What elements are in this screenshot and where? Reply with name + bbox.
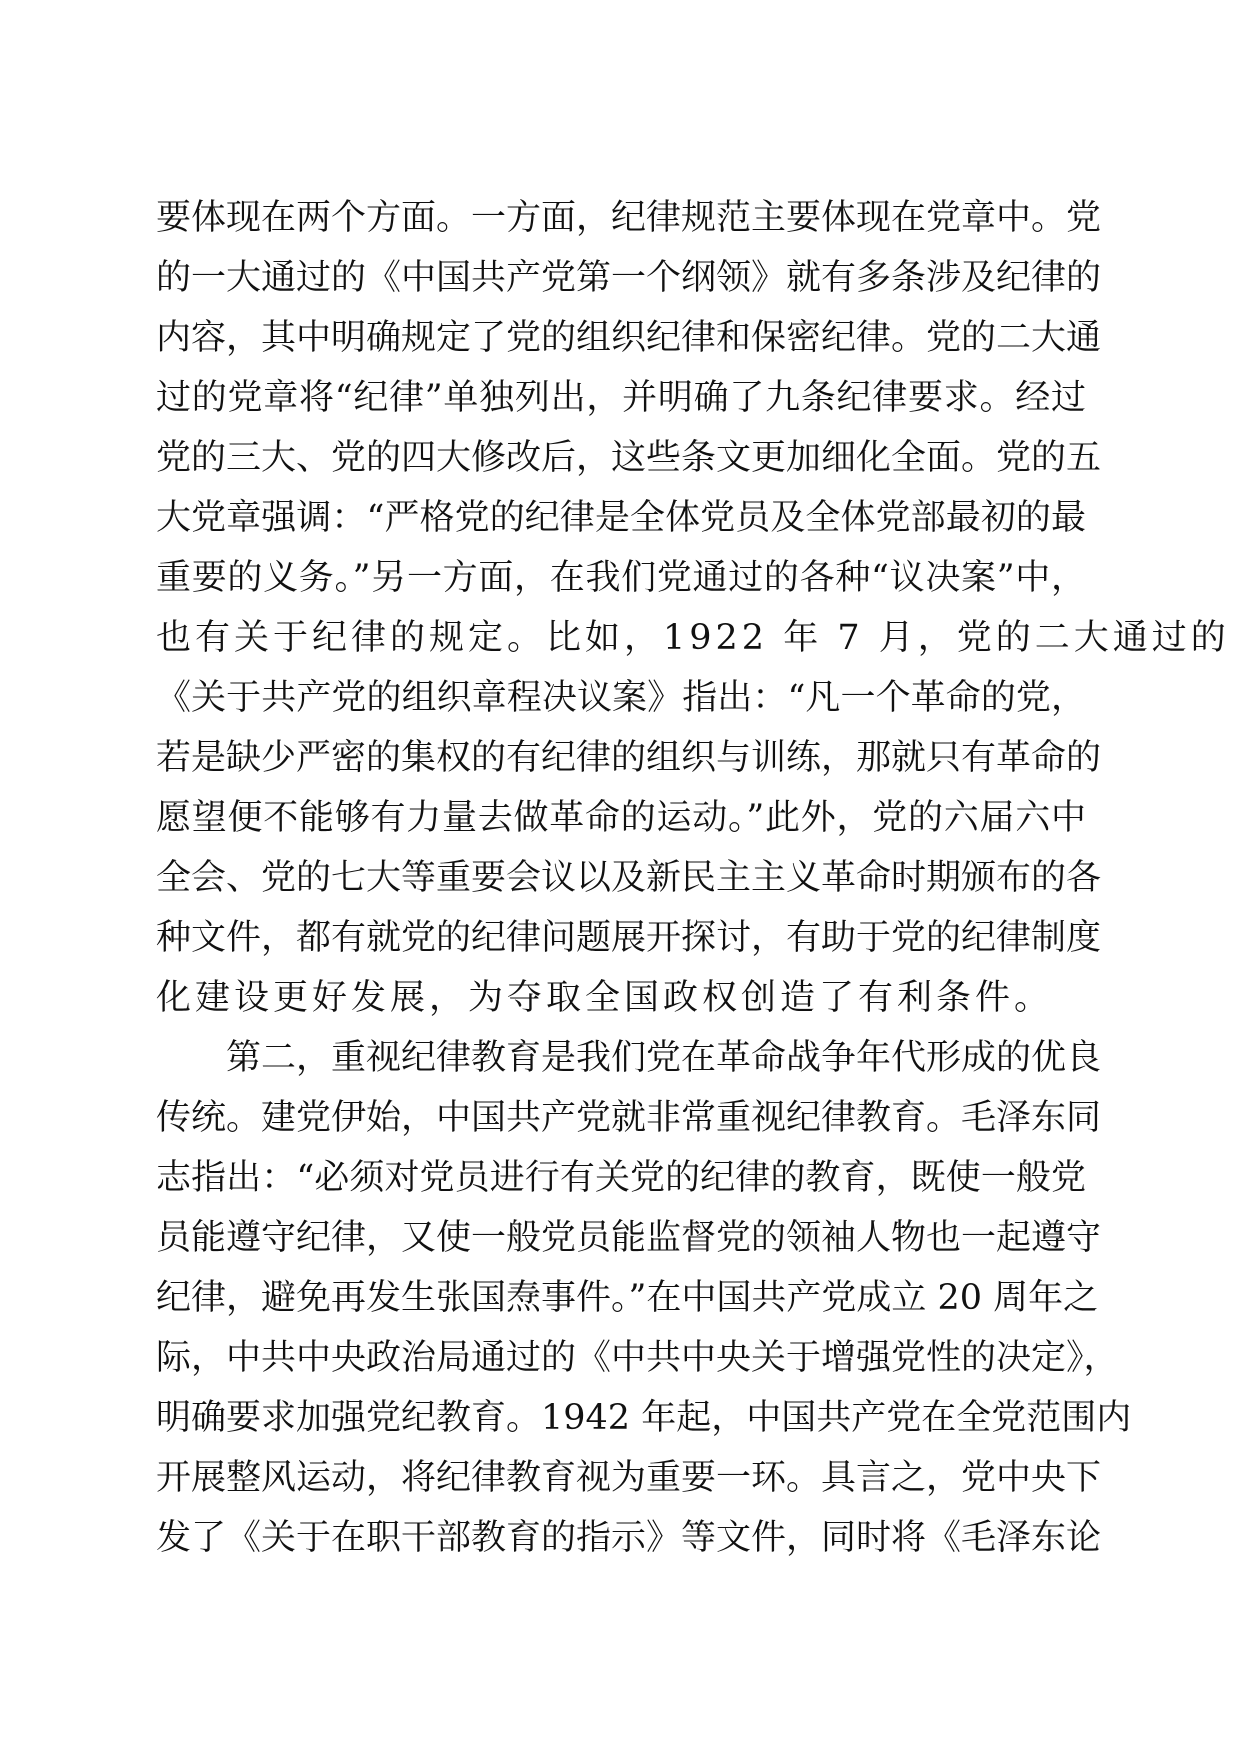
text-line: 党的三大、党的四大修改后，这些条文更加细化全面。党的五 — [156, 438, 1102, 478]
text-line: 的一大通过的《中国共产党第一个纲领》就有多条涉及纪律的 — [156, 258, 1102, 298]
text-line: 志指出：“必须对党员进行有关党的纪律的教育，既使一般党 — [156, 1158, 1086, 1198]
text-line: 内容，其中明确规定了党的组织纪律和保密纪律。党的二大通 — [156, 318, 1102, 358]
text-line: 开展整风运动，将纪律教育视为重要一环。具言之，党中央下 — [156, 1458, 1102, 1498]
text-line: 过的党章将“纪律”单独列出，并明确了九条纪律要求。经过 — [156, 378, 1086, 418]
text-line: 重要的义务。”另一方面，在我们党通过的各种“议决案”中， — [156, 558, 1086, 598]
text-line: 《关于共产党的组织章程决议案》指出：“凡一个革命的党， — [156, 678, 1086, 718]
text-line: 明确要求加强党纪教育。1942 年起，中国共产党在全党范围内 — [156, 1398, 1132, 1438]
text-line: 种文件，都有就党的纪律问题展开探讨，有助于党的纪律制度 — [156, 918, 1102, 958]
text-line: 员能遵守纪律，又使一般党员能监督党的领袖人物也一起遵守 — [156, 1218, 1102, 1258]
text-line: 纪律，避免再发生张国焘事件。”在中国共产党成立 20 周年之 — [156, 1278, 1099, 1318]
text-line: 发了《关于在职干部教育的指示》等文件，同时将《毛泽东论 — [156, 1518, 1102, 1558]
text-line: 要体现在两个方面。一方面，纪律规范主要体现在党章中。党 — [156, 198, 1102, 238]
text-line: 愿望便不能够有力量去做革命的运动。”此外，党的六届六中 — [156, 798, 1086, 838]
paragraph-start-line: 第二，重视纪律教育是我们党在革命战争年代形成的优良 — [226, 1038, 1102, 1078]
text-line: 若是缺少严密的集权的有纪律的组织与训练，那就只有革命的 — [156, 738, 1102, 778]
text-line: 大党章强调：“严格党的纪律是全体党员及全体党部最初的最 — [156, 498, 1086, 538]
text-line: 际，中共中央政治局通过的《中共中央关于增强党性的决定》， — [156, 1338, 1119, 1378]
body-text — [156, 188, 1230, 1568]
text-line: 也有关于纪律的规定。比如，1922 年 7 月，党的二大通过的 — [156, 618, 1230, 658]
text-line: 传统。建党伊始，中国共产党就非常重视纪律教育。毛泽东同 — [156, 1098, 1102, 1138]
text-line: 全会、党的七大等重要会议以及新民主主义革命时期颁布的各 — [156, 858, 1102, 898]
text-line: 化建设更好发展，为夺取全国政权创造了有利条件。 — [156, 978, 1054, 1018]
